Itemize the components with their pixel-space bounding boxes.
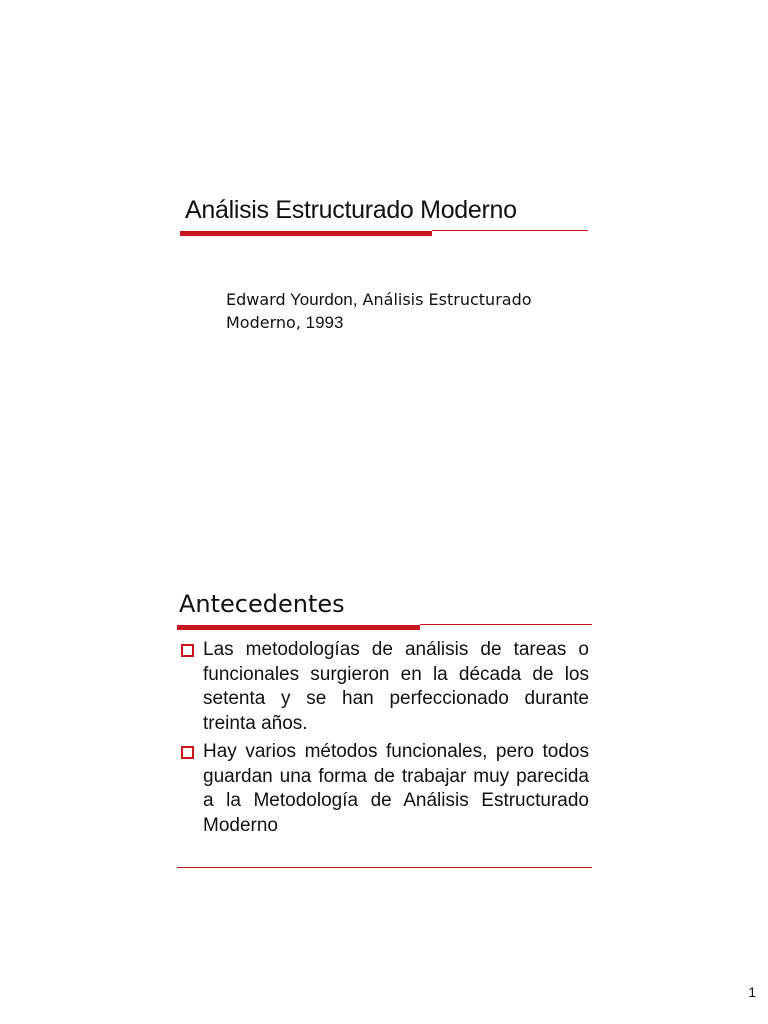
bullet-text: Las metodologías de análisis de tareas o funcionales surgieron en la década de los setenta y se han perfeccionado durante treinta años. xyxy=(203,639,589,734)
slide-2-title: Antecedentes xyxy=(179,590,345,618)
title-underline-thin xyxy=(432,230,588,231)
title-underline-thin xyxy=(420,624,592,625)
hollow-square-icon xyxy=(181,746,194,759)
slide-bottom-rule xyxy=(177,867,592,868)
slide-2 xyxy=(0,560,768,1024)
book-citation xyxy=(226,288,588,334)
citation-year: 1993 xyxy=(300,313,344,332)
citation-author-last: Yourdon, xyxy=(285,290,358,309)
bullet-item xyxy=(180,740,589,838)
citation-author-first: Edward xyxy=(226,290,286,309)
citation-title-line2: Moderno, xyxy=(226,313,301,332)
page-number: 1 xyxy=(748,984,756,1000)
bullet-text: Hay varios métodos funcionales, pero todos guardan una forma de trabajar muy parecida a la Metodología de Análisis Estructurado Moderno xyxy=(203,741,589,836)
title-underline-thick xyxy=(180,231,432,236)
citation-title-line1: Análisis Estructurado xyxy=(357,290,532,309)
bullet-item xyxy=(180,638,589,736)
bullet-list xyxy=(180,638,589,842)
title-underline-thick xyxy=(177,625,420,630)
slide-1-title: Análisis Estructurado Moderno xyxy=(185,196,517,224)
hollow-square-icon xyxy=(181,644,194,657)
